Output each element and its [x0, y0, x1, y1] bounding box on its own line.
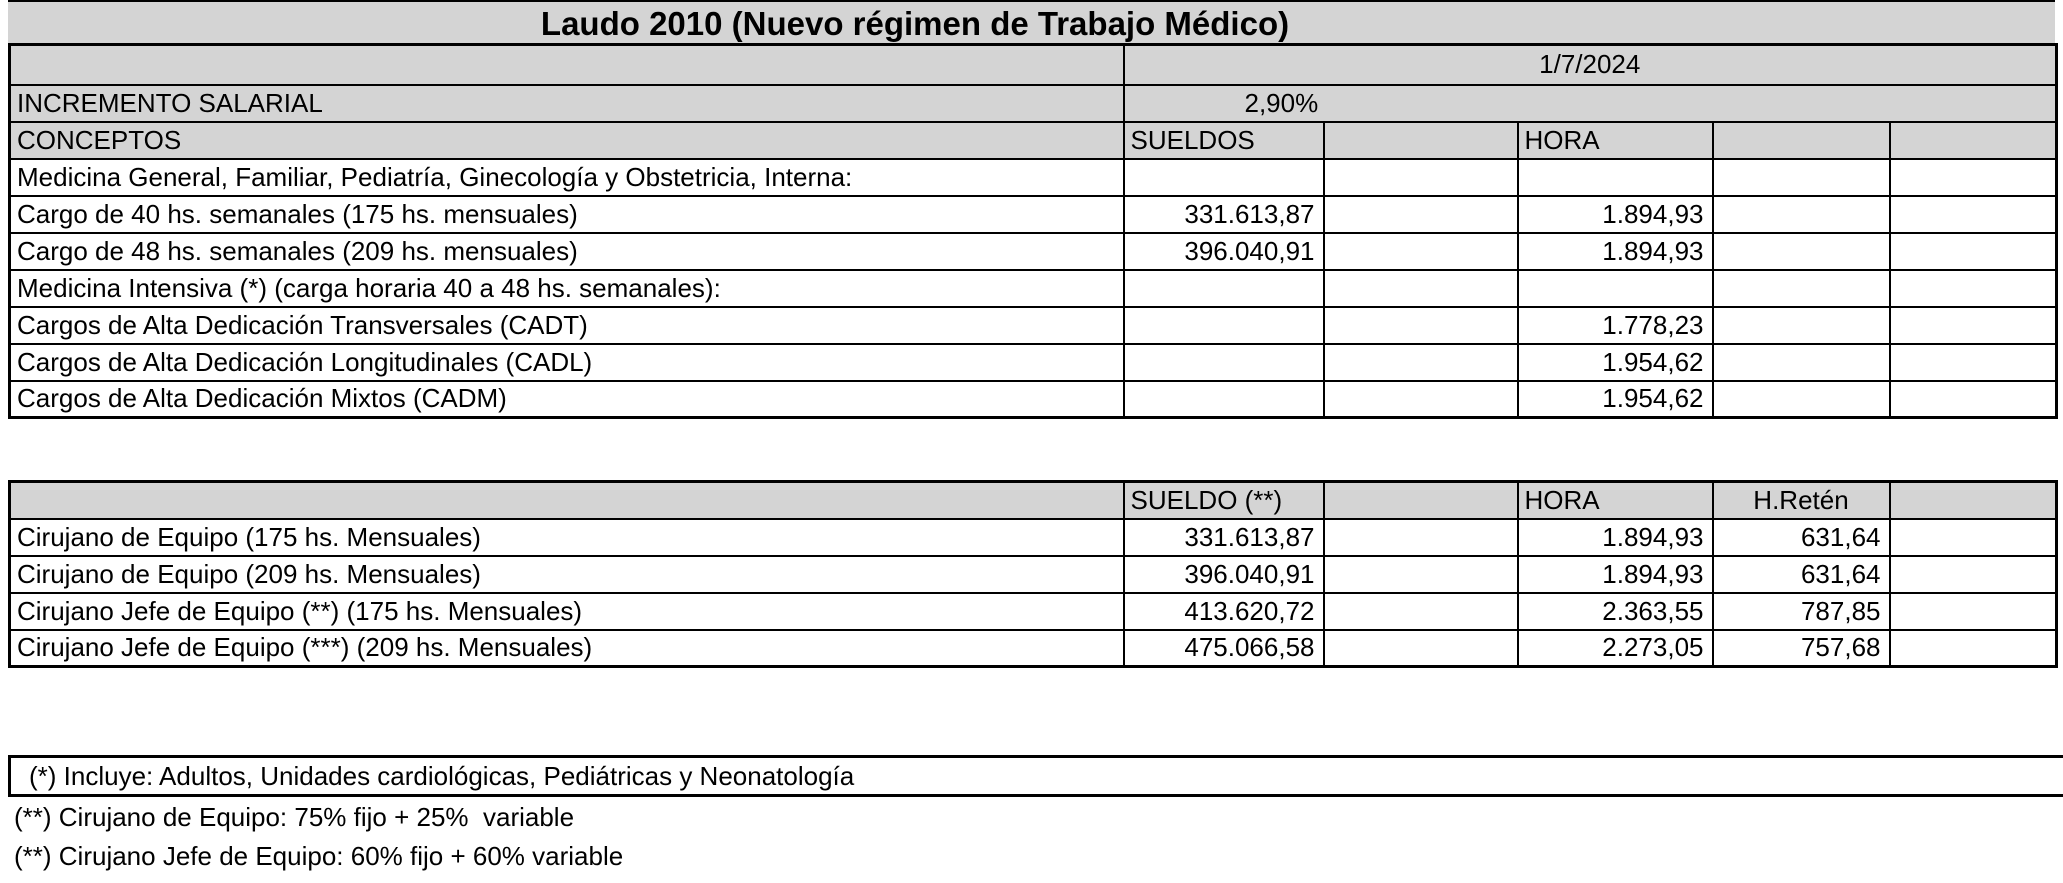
- reten-value: 787,85: [1713, 593, 1890, 630]
- column-header-sueldos: SUELDOS: [1124, 122, 1324, 159]
- empty-cell: [1324, 630, 1518, 667]
- hora-value: 1.894,93: [1518, 556, 1713, 593]
- table-row: [10, 344, 2057, 381]
- table-row: [10, 630, 2057, 667]
- empty-cell: [1890, 159, 2057, 196]
- hora-value: 1.894,93: [1518, 233, 1713, 270]
- empty-cell: [1890, 593, 2057, 630]
- empty-cell: [1324, 482, 1518, 519]
- table-row: [10, 519, 2057, 556]
- increment-label: INCREMENTO SALARIAL: [10, 85, 1124, 122]
- sueldo-value: 396.040,91: [1124, 556, 1324, 593]
- empty-cell: [1713, 233, 1890, 270]
- sueldo-value: 331.613,87: [1124, 196, 1324, 233]
- document-title: Laudo 2010 (Nuevo régimen de Trabajo Médico): [540, 5, 1290, 42]
- empty-cell: [1324, 381, 1518, 418]
- increment-value: 2,90%: [1124, 85, 2057, 122]
- sueldo-value: 475.066,58: [1124, 630, 1324, 667]
- empty-cell: [1324, 122, 1518, 159]
- row-label: Cirujano de Equipo (175 hs. Mensuales): [10, 519, 1124, 556]
- empty-cell: [1324, 344, 1518, 381]
- sueldo-value: 331.613,87: [1124, 519, 1324, 556]
- table-row: [10, 381, 2057, 418]
- hora-value: [1518, 159, 1713, 196]
- empty-cell: [1890, 270, 2057, 307]
- empty-cell: [1890, 307, 2057, 344]
- empty-cell: [1713, 122, 1890, 159]
- row-label: Cargos de Alta Dedicación Longitudinales (CADL): [10, 344, 1124, 381]
- header-row: [10, 122, 2057, 159]
- row-label: Cargos de Alta Dedicación Mixtos (CADM): [10, 381, 1124, 418]
- empty-cell: [1713, 344, 1890, 381]
- empty-cell: [1890, 344, 2057, 381]
- row-label: Cirujano Jefe de Equipo (***) (209 hs. Mensuales): [10, 630, 1124, 667]
- table-row: [10, 196, 2057, 233]
- sueldo-value: [1124, 270, 1324, 307]
- empty-cell: [1324, 593, 1518, 630]
- empty-cell: [1324, 519, 1518, 556]
- row-label: Medicina General, Familiar, Pediatría, Ginecología y Obstetricia, Interna:: [10, 159, 1124, 196]
- column-header-hora: HORA: [1518, 122, 1713, 159]
- empty-cell: [1890, 381, 2057, 418]
- row-label: Cargo de 40 hs. semanales (175 hs. mensuales): [10, 196, 1124, 233]
- table-row: [10, 556, 2057, 593]
- reten-value: 757,68: [1713, 630, 1890, 667]
- sueldo-value: 396.040,91: [1124, 233, 1324, 270]
- hora-value: [1518, 270, 1713, 307]
- sueldo-value: 413.620,72: [1124, 593, 1324, 630]
- empty-cell: [1713, 159, 1890, 196]
- empty-cell: [10, 45, 1124, 85]
- empty-cell: [1324, 196, 1518, 233]
- table-row: [10, 270, 2057, 307]
- reten-value: 631,64: [1713, 556, 1890, 593]
- empty-cell: [1890, 630, 2057, 667]
- title-band: [8, 0, 2055, 43]
- empty-cell: [1713, 381, 1890, 418]
- row-label: Cargo de 48 hs. semanales (209 hs. mensuales): [10, 233, 1124, 270]
- hora-value: 2.363,55: [1518, 593, 1713, 630]
- column-header-conceptos: CONCEPTOS: [10, 122, 1124, 159]
- date-row: [10, 45, 2057, 85]
- sueldo-value: [1124, 307, 1324, 344]
- empty-cell: [1324, 270, 1518, 307]
- empty-cell: [1324, 556, 1518, 593]
- reten-value: 631,64: [1713, 519, 1890, 556]
- header-row: [10, 482, 2057, 519]
- row-label: Cirujano de Equipo (209 hs. Mensuales): [10, 556, 1124, 593]
- sueldo-value: [1124, 159, 1324, 196]
- empty-cell: [1324, 233, 1518, 270]
- salary-table-surgeons: [8, 480, 2058, 668]
- sueldo-value: [1124, 381, 1324, 418]
- hora-value: 1.778,23: [1518, 307, 1713, 344]
- date-cell: 1/7/2024: [1124, 45, 2057, 85]
- row-label: Medicina Intensiva (*) (carga horaria 40 a 48 hs. semanales):: [10, 270, 1124, 307]
- sueldo-value: [1124, 344, 1324, 381]
- empty-cell: [1890, 519, 2057, 556]
- empty-cell: [1713, 196, 1890, 233]
- row-label: Cargos de Alta Dedicación Transversales (CADT): [10, 307, 1124, 344]
- column-header-hora: HORA: [1518, 482, 1713, 519]
- table-row: [10, 233, 2057, 270]
- empty-cell: [1713, 270, 1890, 307]
- column-header-sueldo: SUELDO (**): [1124, 482, 1324, 519]
- table-row: [10, 307, 2057, 344]
- empty-cell: [10, 482, 1124, 519]
- empty-cell: [1890, 556, 2057, 593]
- table-row: [10, 593, 2057, 630]
- hora-value: 1.894,93: [1518, 196, 1713, 233]
- empty-cell: [1890, 122, 2057, 159]
- empty-cell: [1890, 233, 2057, 270]
- empty-cell: [1713, 307, 1890, 344]
- increment-row: [10, 85, 2057, 122]
- row-label: Cirujano Jefe de Equipo (**) (175 hs. Mensuales): [10, 593, 1124, 630]
- table-row: [10, 159, 2057, 196]
- column-header-hreten: H.Retén: [1713, 482, 1890, 519]
- footnote-line: (**) Cirujano Jefe de Equipo: 60% fijo + 60% variable: [14, 841, 624, 871]
- hora-value: 1.954,62: [1518, 344, 1713, 381]
- hora-value: 1.954,62: [1518, 381, 1713, 418]
- footnote-line: (**) Cirujano de Equipo: 75% fijo + 25% variable: [14, 802, 575, 832]
- salary-table-general: [8, 43, 2058, 419]
- empty-cell: [1324, 307, 1518, 344]
- empty-cell: [1890, 196, 2057, 233]
- hora-value: 2.273,05: [1518, 630, 1713, 667]
- empty-cell: [1890, 482, 2057, 519]
- footnote-box: (*) Incluye: Adultos, Unidades cardiológicas, Pediátricas y Neonatología: [8, 755, 2063, 797]
- hora-value: 1.894,93: [1518, 519, 1713, 556]
- empty-cell: [1324, 159, 1518, 196]
